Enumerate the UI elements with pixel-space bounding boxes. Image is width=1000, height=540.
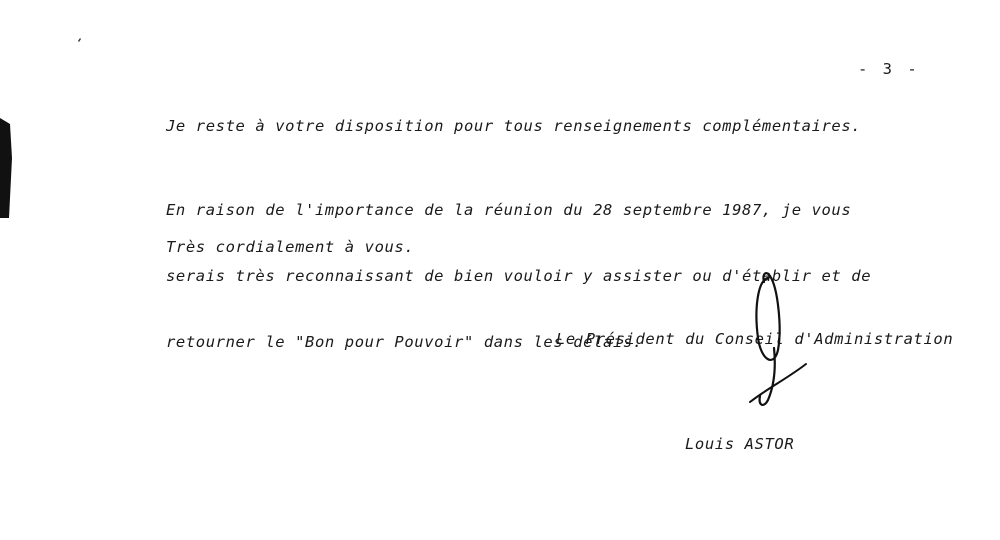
handwritten-signature <box>740 268 820 418</box>
scan-speck <box>78 38 81 42</box>
signatory-title: Le Président du Conseil d'Administration <box>556 330 954 348</box>
paragraph-availability: Je reste à votre disposition pour tous renseignements complémentaires. <box>166 117 862 135</box>
page-number: - 3 - <box>858 60 920 78</box>
closing-salutation: Très cordialement à vous. <box>166 238 415 256</box>
paragraph-meeting-line-2: serais très reconnaissant de bien vouloir y assister ou d'établir et de <box>166 267 872 285</box>
paragraph-meeting-line-3: retourner le "Bon pour Pouvoir" dans les délais. <box>166 333 643 351</box>
signatory-name: Louis ASTOR <box>685 435 795 453</box>
scan-edge-mark <box>0 118 14 218</box>
paragraph-meeting-line-1: En raison de l'importance de la réunion du 28 septembre 1987, je vous <box>166 201 852 219</box>
